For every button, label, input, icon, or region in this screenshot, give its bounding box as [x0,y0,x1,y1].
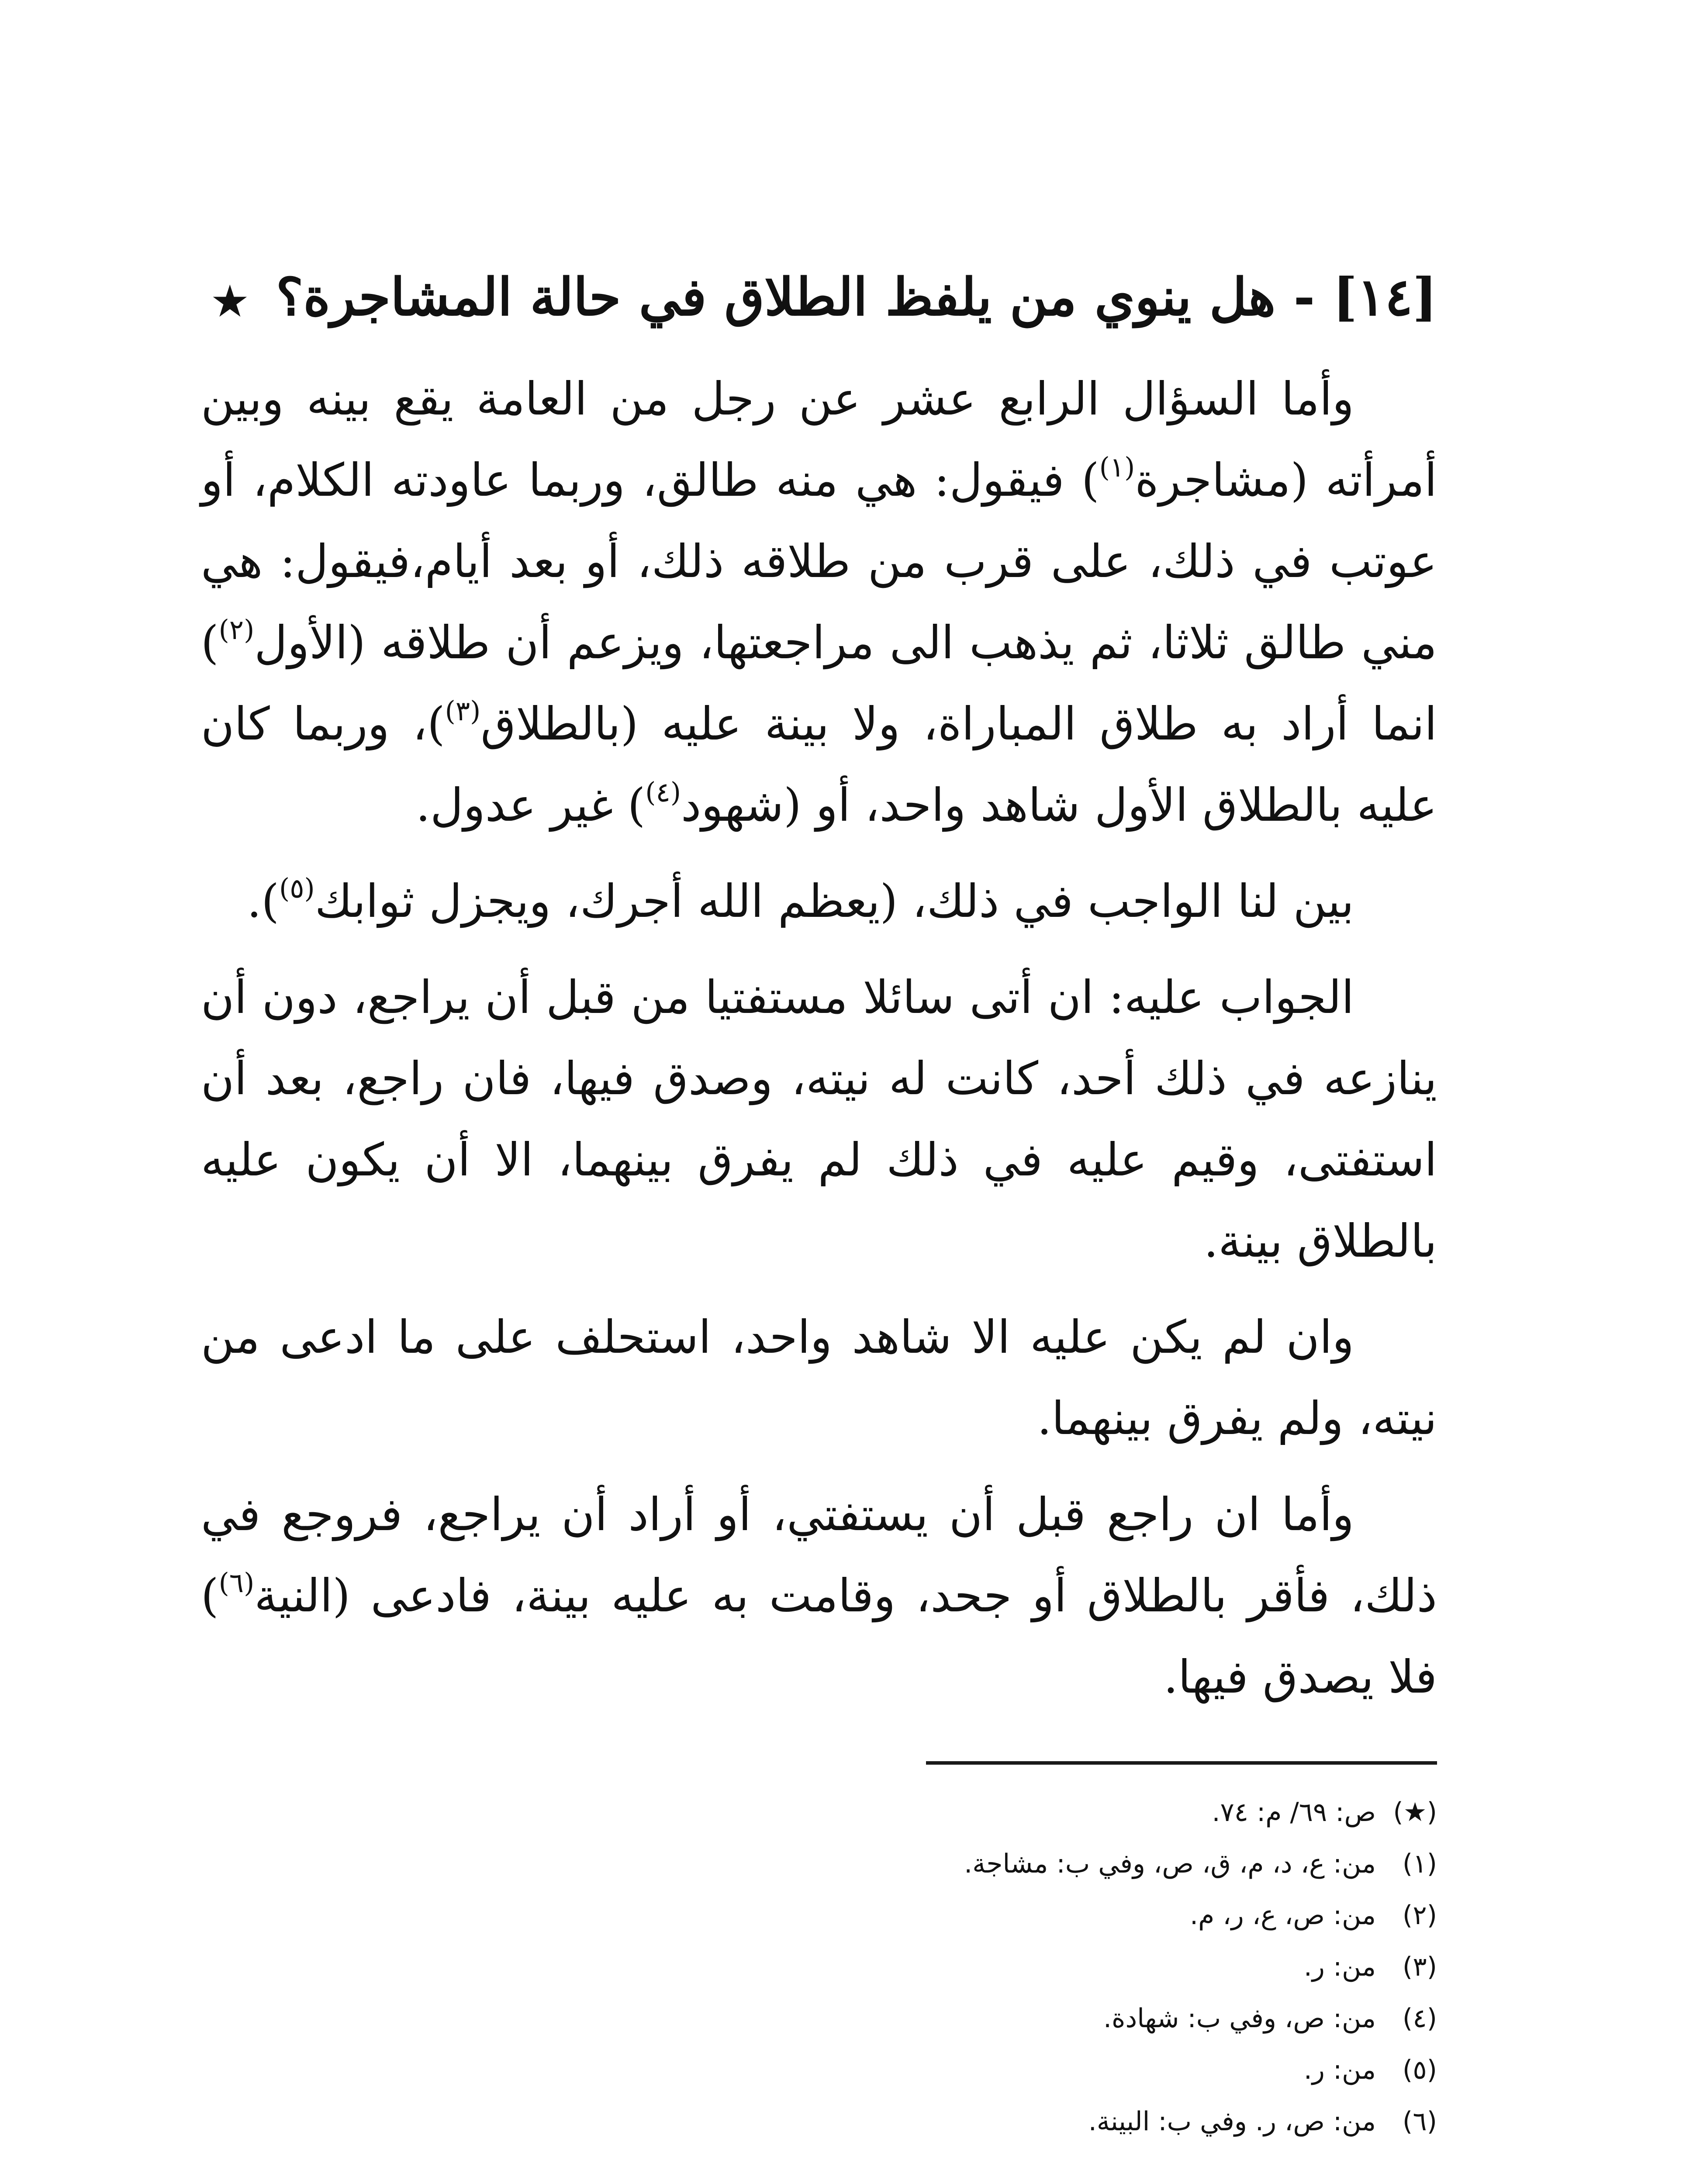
paragraph-witness: وان لم يكن عليه الا شاهد واحد، استحلف على ما ادعى من نيته، ولم يفرق بينهما. [201,1310,1437,1445]
footnotes [612,1787,1437,2147]
footnote-mark: (٦) [1402,2106,1437,2137]
footnote-mark: (١) [1402,1849,1437,1879]
footnote-6 [612,2096,1437,2147]
paragraph-return [201,1474,1437,1717]
text-run: وأما ان راجع قبل أن يستفتي، أو أراد أن يراجع، فروجع في ذلك، فأقر بالطلاق أو جحد، وقامت به عليه بينة، فادعى (النية [201,1488,1437,1622]
footnote-text: من: ص، وفي ب: شهادة. [1103,2003,1376,2034]
text-run: ). [247,874,280,928]
footnote-text: من: ص، ع، ر، م. [1190,1900,1376,1931]
main-text [201,258,1437,1732]
footnote-ref-3: (٣) [445,695,481,727]
text-run: ) فلا يصدق فيها. [201,1569,1437,1704]
footnote-star [612,1787,1437,1838]
section-number: [١٤] [1333,266,1437,327]
footnote-mark: (★) [1393,1797,1437,1828]
text-run: )، وربما كان عليه بالطلاق الأول شاهد واحد، أو (شهود [201,697,1437,832]
footnote-3 [612,1941,1437,1993]
footnote-ref-6: (٦) [218,1567,255,1599]
footnote-divider [926,1761,1437,1765]
star-icon: ★ [212,278,248,325]
footnote-text: من: ر. [1303,2055,1376,2085]
paragraph-request [201,860,1437,942]
footnote-4 [612,1993,1437,2044]
section-heading [201,258,1437,341]
footnote-ref-5: (٥) [279,872,315,904]
footnote-ref-2: (٢) [218,614,255,646]
footnote-text: من: ع، د، م، ق، ص، وفي ب: مشاجة. [964,1849,1376,1879]
footnote-1 [612,1838,1437,1890]
footnote-2 [612,1890,1437,1941]
paragraph-answer: الجواب عليه: ان أتى سائلا مستفتيا من قبل أن يراجع، دون أن ينازعه في ذلك أحد، كانت له نيته، وصدق فيها، فان راجع، بعد أن استفتى، وقيم عليه في ذلك لم يفرق بينهما، الا أن يكون عليه بالطلاق بينة. [201,971,1437,1268]
footnote-ref-4: (٤) [645,776,681,808]
text-run: وأما السؤال الرابع عشر عن رجل من العامة يقع بينه وبين أمرأته (مشاجرة [201,372,1437,507]
footnote-mark: (٥) [1402,2055,1437,2085]
text-run: ) فيقول: هي منه طالق، وربما عاودته الكلام، أو عوتب في ذلك، على قرب من طلاقه ذلك، أو بعد أيام،فيقول: هي مني طالق ثلاثا، ثم يذهب الى مراجعتها، ويزعم أن طلاقه (الأول [201,453,1437,669]
paragraph-question [201,358,1437,846]
footnote-text: من: ص، ر. وفي ب: البينة. [1088,2106,1376,2137]
footnote-ref-1: (١) [1099,451,1135,483]
heading-dash: - [1293,266,1315,327]
text-run: بين لنا الواجب في ذلك، (يعظم الله أجرك، ويجزل ثوابك [314,874,1354,928]
footnote-text: ص: ٦٩/ م: ٧٤. [1212,1797,1376,1828]
footnote-mark: (٣) [1402,1952,1437,1982]
footnote-5 [612,2044,1437,2096]
text-run: ) غير عدول. [415,778,646,832]
text-run: ) انما أراد به طلاق المباراة، ولا بينة عليه (بالطلاق [201,616,1437,750]
footnote-mark: (٤) [1402,2003,1437,2034]
footnote-text: من: ر. [1303,1952,1376,1982]
footnote-mark: (٢) [1402,1900,1437,1931]
section-title: هل ينوي من يلفظ الطلاق في حالة المشاجرة؟ [276,266,1276,327]
